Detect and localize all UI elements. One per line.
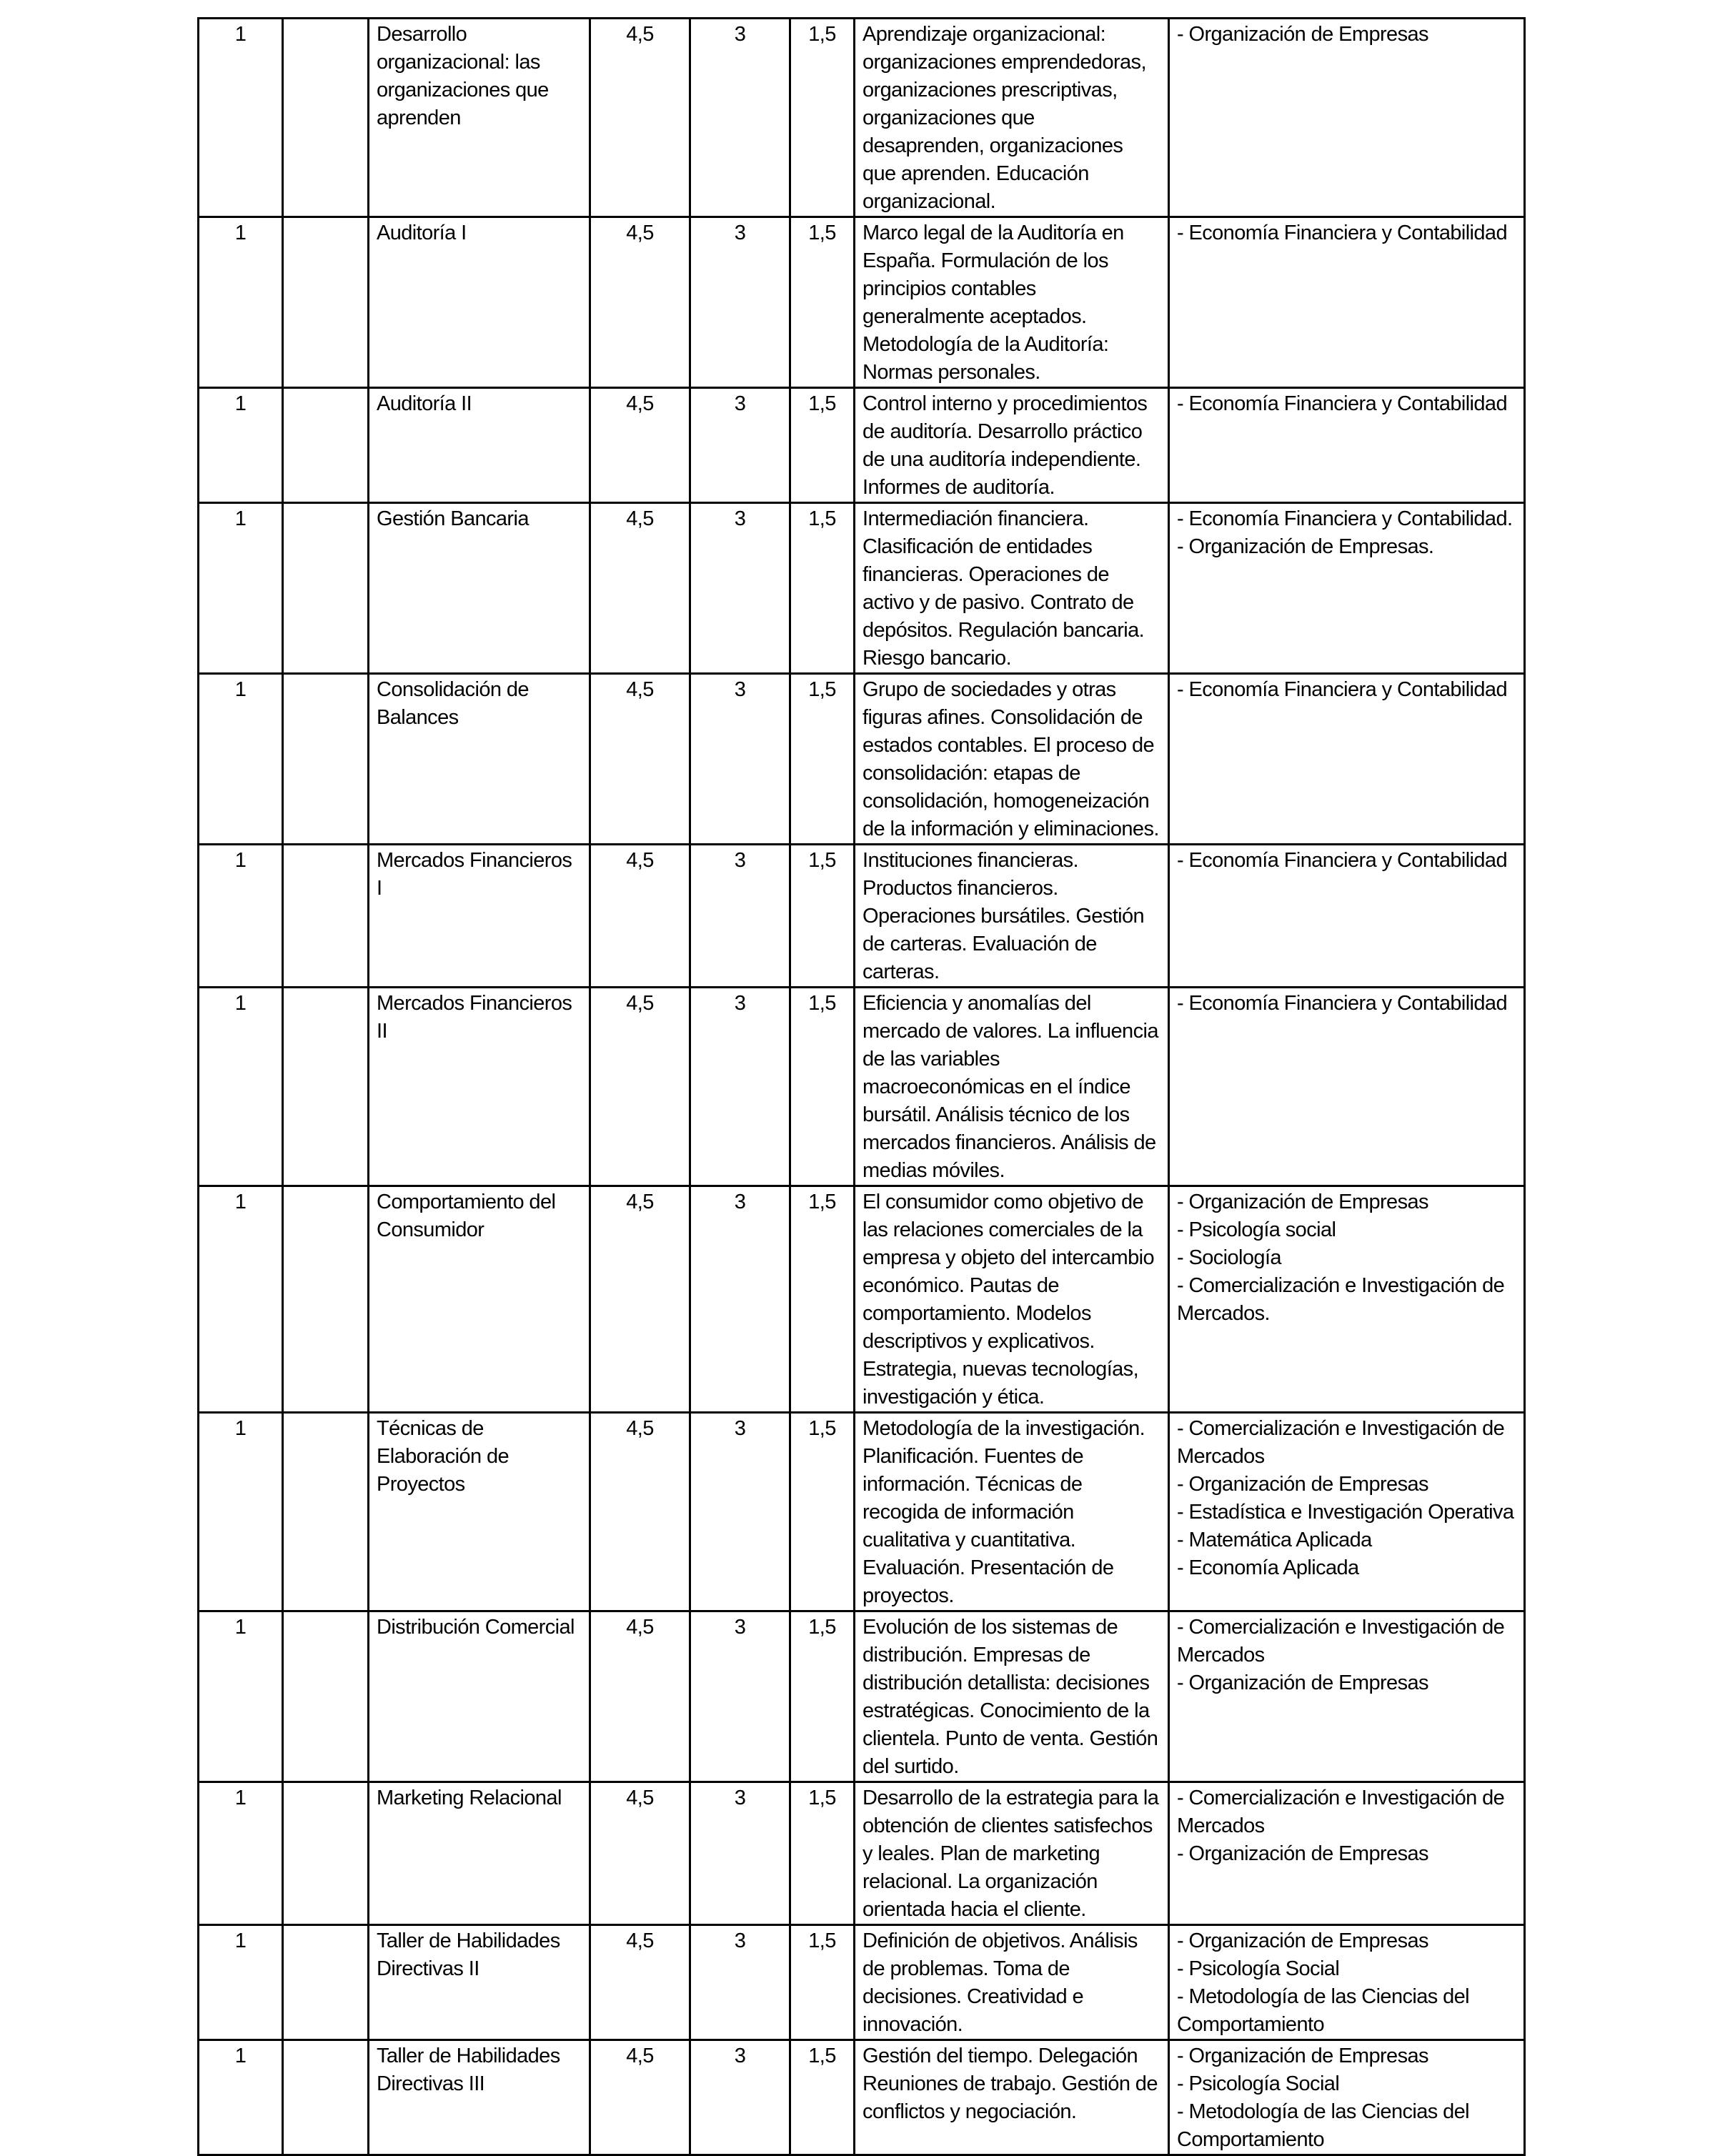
creditos-teoricos-cell: 3 [690,1186,790,1413]
creditos-teoricos-cell: 3 [690,1413,790,1611]
creditos-practicos-cell: 1,5 [790,1925,855,2040]
denominacion-cell: Consolidación de Balances [369,674,590,845]
descriptor-cell: Metodología de la investigación. Planificación. Fuentes de información. Técnicas de recogida de información cualitativa y cuantitativa. Evaluación. Presentación de proyectos. [855,1413,1169,1611]
denominacion-cell: Comportamiento del Consumidor [369,1186,590,1413]
ciclo-cell: 1 [199,1925,283,2040]
creditos-totales-cell: 4,5 [590,217,690,388]
table-row [199,503,1525,674]
creditos-practicos-cell: 1,5 [790,19,855,217]
creditos-totales-cell: 4,5 [590,1925,690,2040]
areas-cell [1169,388,1525,503]
curso-cell [283,388,369,503]
area-item: - Organización de Empresas [1177,1929,1428,1952]
areas-cell [1169,1413,1525,1611]
area-item: - Psicología Social [1177,1957,1340,1980]
area-item: - Organización de Empresas [1177,1473,1428,1496]
area-item: - Organización de Empresas [1177,1842,1428,1865]
areas-cell [1169,19,1525,217]
areas-cell [1169,1611,1525,1782]
curso-cell [283,2040,369,2155]
creditos-totales-cell: 4,5 [590,388,690,503]
ciclo-cell: 1 [199,1611,283,1782]
area-item: - Psicología social [1177,1218,1336,1241]
creditos-totales-cell: 4,5 [590,2040,690,2155]
creditos-totales-cell: 4,5 [590,1413,690,1611]
curso-cell [283,217,369,388]
creditos-practicos-cell: 1,5 [790,1413,855,1611]
creditos-teoricos-cell: 3 [690,1611,790,1782]
subjects-table [197,17,1526,2156]
descriptor-cell: Grupo de sociedades y otras figuras afines. Consolidación de estados contables. El proceso de consolidación: etapas de consolidación, homogeneización de la información y eliminaciones. [855,674,1169,845]
ciclo-cell: 1 [199,1782,283,1925]
creditos-practicos-cell: 1,5 [790,1611,855,1782]
area-item: - Organización de Empresas. [1177,535,1434,558]
area-item: - Metodología de las Ciencias del Comportamiento [1177,1985,1469,2036]
area-item: - Economía Aplicada [1177,1556,1359,1579]
denominacion-cell: Taller de Habilidades Directivas III [369,2040,590,2155]
denominacion-cell: Auditoría I [369,217,590,388]
creditos-totales-cell: 4,5 [590,845,690,988]
areas-cell [1169,845,1525,988]
curso-cell [283,1782,369,1925]
creditos-teoricos-cell: 3 [690,217,790,388]
denominacion-cell: Gestión Bancaria [369,503,590,674]
descriptor-cell: Marco legal de la Auditoría en España. Formulación de los principios contables generalmente aceptados. Metodología de la Auditoría: Normas personales. [855,217,1169,388]
area-item: - Economía Financiera y Contabilidad [1177,392,1507,415]
curso-cell [283,1413,369,1611]
area-item: - Economía Financiera y Contabilidad [1177,222,1507,244]
curso-cell [283,674,369,845]
creditos-practicos-cell: 1,5 [790,988,855,1186]
area-item: - Organización de Empresas [1177,23,1428,46]
area-item: - Economía Financiera y Contabilidad [1177,849,1507,872]
table-row [199,674,1525,845]
table-row [199,1186,1525,1413]
table-row [199,19,1525,217]
curso-cell [283,845,369,988]
area-item: - Organización de Empresas [1177,1671,1428,1694]
area-item: - Organización de Empresas [1177,2045,1428,2067]
area-item: - Comercialización e Investigación de Mercados [1177,1417,1505,1468]
table-row [199,1782,1525,1925]
creditos-teoricos-cell: 3 [690,1925,790,2040]
creditos-practicos-cell: 1,5 [790,2040,855,2155]
table-row [199,217,1525,388]
descriptor-cell: Evolución de los sistemas de distribución. Empresas de distribución detallista: decisiones estratégicas. Conocimiento de la clientela. Punto de venta. Gestión del surtido. [855,1611,1169,1782]
creditos-teoricos-cell: 3 [690,1782,790,1925]
creditos-totales-cell: 4,5 [590,19,690,217]
subjects-table-body [199,19,1525,2155]
creditos-practicos-cell: 1,5 [790,388,855,503]
areas-cell [1169,1782,1525,1925]
areas-cell [1169,988,1525,1186]
creditos-teoricos-cell: 3 [690,19,790,217]
creditos-totales-cell: 4,5 [590,503,690,674]
area-item: - Estadística e Investigación Operativa [1177,1501,1514,1524]
denominacion-cell: Técnicas de Elaboración de Proyectos [369,1413,590,1611]
ciclo-cell: 1 [199,674,283,845]
areas-cell [1169,217,1525,388]
descriptor-cell: Gestión del tiempo. Delegación Reuniones de trabajo. Gestión de conflictos y negociación. [855,2040,1169,2155]
denominacion-cell: Auditoría II [369,388,590,503]
denominacion-cell: Taller de Habilidades Directivas II [369,1925,590,2040]
ciclo-cell: 1 [199,388,283,503]
descriptor-cell: Eficiencia y anomalías del mercado de valores. La influencia de las variables macroeconómicas en el índice bursátil. Análisis técnico de los mercados financieros. Análisis de medias móviles. [855,988,1169,1186]
area-item: - Economía Financiera y Contabilidad [1177,992,1507,1015]
creditos-practicos-cell: 1,5 [790,1186,855,1413]
creditos-totales-cell: 4,5 [590,674,690,845]
creditos-totales-cell: 4,5 [590,1611,690,1782]
curso-cell [283,988,369,1186]
area-item: - Sociología [1177,1246,1281,1269]
table-row [199,2040,1525,2155]
creditos-teoricos-cell: 3 [690,674,790,845]
curso-cell [283,503,369,674]
creditos-totales-cell: 4,5 [590,988,690,1186]
ciclo-cell: 1 [199,503,283,674]
descriptor-cell: Instituciones financieras. Productos financieros. Operaciones bursátiles. Gestión de carteras. Evaluación de carteras. [855,845,1169,988]
area-item: - Comercialización e Investigación de Mercados [1177,1787,1505,1837]
area-item: - Psicología Social [1177,2072,1340,2095]
denominacion-cell: Marketing Relacional [369,1782,590,1925]
creditos-practicos-cell: 1,5 [790,1782,855,1925]
table-row [199,388,1525,503]
area-item: - Comercialización e Investigación de Mercados [1177,1616,1505,1666]
ciclo-cell: 1 [199,217,283,388]
descriptor-cell: Aprendizaje organizacional: organizaciones emprendedoras, organizaciones prescriptivas, organizaciones que desaprenden, organizaciones que aprenden. Educación organizacional. [855,19,1169,217]
area-item: - Matemática Aplicada [1177,1529,1372,1551]
areas-cell [1169,503,1525,674]
curso-cell [283,1925,369,2040]
creditos-practicos-cell: 1,5 [790,503,855,674]
areas-cell [1169,1186,1525,1413]
descriptor-cell: Control interno y procedimientos de auditoría. Desarrollo práctico de una auditoría independiente. Informes de auditoría. [855,388,1169,503]
areas-cell [1169,2040,1525,2155]
area-item: - Economía Financiera y Contabilidad [1177,678,1507,701]
ciclo-cell: 1 [199,988,283,1186]
table-row [199,1413,1525,1611]
creditos-totales-cell: 4,5 [590,1782,690,1925]
curso-cell [283,19,369,217]
ciclo-cell: 1 [199,845,283,988]
table-row [199,1925,1525,2040]
creditos-teoricos-cell: 3 [690,503,790,674]
ciclo-cell: 1 [199,1413,283,1611]
denominacion-cell: Desarrollo organizacional: las organizaciones que aprenden [369,19,590,217]
creditos-teoricos-cell: 3 [690,2040,790,2155]
area-item: - Comercialización e Investigación de Mercados. [1177,1274,1505,1325]
creditos-teoricos-cell: 3 [690,845,790,988]
area-item: - Organización de Empresas [1177,1191,1428,1213]
denominacion-cell: Mercados Financieros II [369,988,590,1186]
ciclo-cell: 1 [199,1186,283,1413]
denominacion-cell: Mercados Financieros I [369,845,590,988]
curso-cell [283,1611,369,1782]
descriptor-cell: Desarrollo de la estrategia para la obtención de clientes satisfechos y leales. Plan de marketing relacional. La organización orientada hacia el cliente. [855,1782,1169,1925]
creditos-practicos-cell: 1,5 [790,845,855,988]
areas-cell [1169,1925,1525,2040]
creditos-teoricos-cell: 3 [690,388,790,503]
ciclo-cell: 1 [199,19,283,217]
area-item: - Economía Financiera y Contabilidad. [1177,507,1513,530]
ciclo-cell: 1 [199,2040,283,2155]
creditos-practicos-cell: 1,5 [790,674,855,845]
creditos-practicos-cell: 1,5 [790,217,855,388]
table-row [199,845,1525,988]
creditos-teoricos-cell: 3 [690,988,790,1186]
creditos-totales-cell: 4,5 [590,1186,690,1413]
areas-cell [1169,674,1525,845]
denominacion-cell: Distribución Comercial [369,1611,590,1782]
table-row [199,988,1525,1186]
descriptor-cell: El consumidor como objetivo de las relaciones comerciales de la empresa y objeto del intercambio económico. Pautas de comportamiento. Modelos descriptivos y explicativos. Estrategia, nuevas tecnologías, investigación y ética. [855,1186,1169,1413]
curso-cell [283,1186,369,1413]
area-item: - Metodología de las Ciencias del Comportamiento [1177,2100,1469,2151]
table-row [199,1611,1525,1782]
descriptor-cell: Intermediación financiera. Clasificación de entidades financieras. Operaciones de activo y de pasivo. Contrato de depósitos. Regulación bancaria. Riesgo bancario. [855,503,1169,674]
descriptor-cell: Definición de objetivos. Análisis de problemas. Toma de decisiones. Creatividad e innovación. [855,1925,1169,2040]
